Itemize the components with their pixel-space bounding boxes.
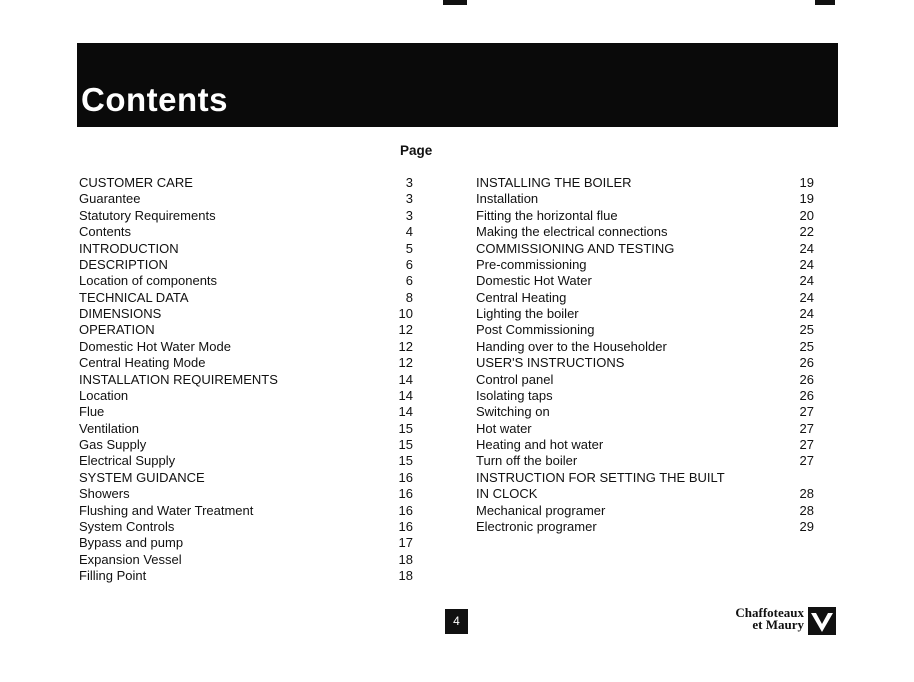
toc-entry-title: COMMISSIONING AND TESTING (476, 241, 678, 257)
toc-entry-title: INSTRUCTION FOR SETTING THE BUILT (476, 470, 729, 486)
toc-entry-title: Central Heating Mode (79, 355, 209, 371)
toc-entry-page: 3 (405, 175, 413, 190)
toc-entry (476, 355, 814, 371)
page-title: Contents (81, 81, 228, 118)
toc-entry-page: 19 (799, 175, 814, 190)
toc-entry (476, 273, 814, 289)
toc-entry (476, 208, 814, 224)
toc-entry (79, 437, 417, 453)
toc-entry (79, 175, 417, 191)
toc-entry-page: 26 (799, 355, 814, 371)
toc-entry-title: Domestic Hot Water (476, 273, 596, 289)
toc-entry (476, 241, 814, 257)
toc-entry-title: Hot water (476, 421, 536, 437)
toc-entry-title: Showers (79, 486, 134, 502)
toc-entry-page: 25 (799, 322, 814, 338)
toc-entry (476, 290, 814, 306)
toc-entry-page: 24 (799, 256, 814, 272)
toc-entry-title: Flue (79, 404, 108, 420)
toc-entry-page: 16 (398, 486, 413, 502)
toc-entry-page: 6 (405, 273, 413, 289)
toc-entry (79, 388, 417, 404)
toc-entry (79, 355, 417, 371)
toc-entry-title: INTRODUCTION (79, 241, 183, 257)
toc-entry-title: Statutory Requirements (79, 208, 220, 224)
toc-entry (476, 437, 814, 453)
toc-entry (476, 519, 814, 535)
toc-left-column (79, 175, 417, 584)
contents-banner (77, 43, 838, 127)
toc-entry-title: OPERATION (79, 322, 159, 338)
toc-entry (79, 273, 417, 289)
toc-entry (476, 339, 814, 355)
toc-entry-page: 24 (799, 273, 814, 289)
toc-entry (79, 290, 417, 306)
toc-entry-title: Filling Point (79, 568, 150, 584)
toc-entry-page: 12 (398, 355, 413, 371)
toc-entry (476, 421, 814, 437)
toc-entry (79, 372, 417, 388)
toc-entry-title: Location of components (79, 273, 221, 289)
toc-entry-page: 5 (405, 240, 413, 256)
toc-entry-title: TECHNICAL DATA (79, 290, 193, 306)
toc-right-column (476, 175, 814, 535)
toc-entry-page: 27 (799, 453, 814, 469)
toc-entry (79, 503, 417, 519)
toc-entry-title: Location (79, 388, 132, 404)
toc-entry-title: Electrical Supply (79, 453, 179, 469)
toc-entry-page: 15 (398, 437, 413, 452)
toc-entry (79, 470, 417, 486)
toc-entry-page: 24 (799, 240, 814, 256)
toc-entry-page: 4 (405, 224, 413, 240)
toc-entry-title: System Controls (79, 519, 178, 535)
top-corner-mark (815, 0, 835, 5)
toc-entry (79, 224, 417, 240)
toc-entry-title: Turn off the boiler (476, 453, 581, 469)
toc-entry-page: 16 (398, 502, 413, 518)
toc-entry (79, 257, 417, 273)
toc-entry-page: 27 (799, 404, 814, 420)
toc-entry-page: 24 (799, 306, 814, 321)
toc-entry (476, 453, 814, 469)
toc-entry (476, 404, 814, 420)
toc-entry (476, 257, 814, 273)
toc-entry (79, 453, 417, 469)
toc-entry (79, 339, 417, 355)
toc-entry (476, 503, 814, 519)
toc-entry-title: Expansion Vessel (79, 552, 186, 568)
toc-entry-title: Post Commissioning (476, 322, 599, 338)
toc-entry-title: Flushing and Water Treatment (79, 503, 257, 519)
chevron-v-logo-icon (808, 607, 836, 635)
brand-line-1: Chaffoteaux (735, 605, 804, 620)
toc-entry-title: Lighting the boiler (476, 306, 583, 322)
toc-entry (476, 388, 814, 404)
toc-entry-page: 3 (405, 207, 413, 223)
toc-entry (79, 208, 417, 224)
toc-entry-title: Mechanical programer (476, 503, 609, 519)
toc-entry-page: 17 (398, 535, 413, 551)
toc-entry-page: 26 (799, 371, 814, 387)
toc-entry (79, 486, 417, 502)
toc-entry (476, 486, 814, 502)
toc-entry-title: Handing over to the Householder (476, 339, 671, 355)
toc-entry (79, 191, 417, 207)
toc-entry-page: 26 (799, 387, 814, 403)
toc-entry-title: CUSTOMER CARE (79, 175, 197, 191)
toc-entry-title: Installation (476, 191, 542, 207)
toc-entry (476, 306, 814, 322)
toc-entry-page: 20 (799, 207, 814, 223)
toc-entry-title: SYSTEM GUIDANCE (79, 470, 209, 486)
toc-entry-title: Pre-commissioning (476, 257, 591, 273)
toc-entry-page: 10 (398, 306, 413, 321)
toc-entry (79, 552, 417, 568)
toc-entry (79, 421, 417, 437)
toc-entry (79, 306, 417, 322)
toc-entry-title: Central Heating (476, 290, 570, 306)
toc-entry (79, 519, 417, 535)
toc-entry-title: Gas Supply (79, 437, 150, 453)
toc-entry-title: INSTALLATION REQUIREMENTS (79, 372, 282, 388)
toc-entry-title: Heating and hot water (476, 437, 607, 453)
toc-entry (79, 404, 417, 420)
toc-entry-page: 18 (398, 568, 413, 583)
toc-entry (476, 191, 814, 207)
toc-entry-page: 15 (398, 453, 413, 469)
brand-line-2: et Maury (752, 617, 804, 632)
toc-entry (79, 241, 417, 257)
toc-entry-title: Bypass and pump (79, 535, 187, 551)
toc-entry-title: Making the electrical connections (476, 224, 672, 240)
toc-entry-title: Guarantee (79, 191, 144, 207)
toc-entry-page: 27 (799, 437, 814, 452)
toc-entry (476, 372, 814, 388)
toc-entry-page: 14 (398, 371, 413, 387)
toc-entry-page: 15 (398, 420, 413, 436)
toc-entry-title: Isolating taps (476, 388, 557, 404)
toc-entry-title: Fitting the horizontal flue (476, 208, 622, 224)
toc-entry-page: 27 (799, 420, 814, 436)
toc-entry (476, 470, 814, 486)
toc-entry-page: 3 (405, 191, 413, 207)
toc-entry-title: Control panel (476, 372, 557, 388)
toc-entry-page: 28 (799, 486, 814, 502)
toc-entry-title: DIMENSIONS (79, 306, 165, 322)
toc-entry-page: 24 (799, 289, 814, 305)
page-column-heading: Page (400, 143, 433, 158)
toc-entry-title: Ventilation (79, 421, 143, 437)
toc-entry (79, 568, 417, 584)
toc-entry-page: 6 (405, 256, 413, 272)
toc-entry-title: Electronic programer (476, 519, 601, 535)
toc-entry-title: IN CLOCK (476, 486, 541, 502)
brand-name (735, 607, 804, 631)
toc-entry-page: 28 (799, 502, 814, 518)
toc-entry-title: Contents (79, 224, 135, 240)
toc-entry (79, 535, 417, 551)
page-number: 4 (445, 609, 468, 634)
top-crop-mark (443, 0, 467, 5)
toc-entry-page: 12 (398, 338, 413, 354)
toc-entry-title: INSTALLING THE BOILER (476, 175, 636, 191)
toc-entry (79, 322, 417, 338)
toc-entry-page: 16 (398, 518, 413, 534)
toc-entry-page: 14 (398, 387, 413, 403)
toc-entry (476, 224, 814, 240)
toc-entry-page: 22 (799, 224, 814, 240)
toc-entry-page: 8 (405, 289, 413, 305)
toc-entry-title: USER'S INSTRUCTIONS (476, 355, 628, 371)
toc-entry-title: DESCRIPTION (79, 257, 172, 273)
toc-entry (476, 175, 814, 191)
toc-entry-page: 29 (799, 518, 814, 534)
toc-entry-page: 25 (799, 338, 814, 354)
toc-entry-title: Domestic Hot Water Mode (79, 339, 235, 355)
toc-entry-page: 16 (398, 469, 413, 485)
toc-entry-page: 19 (799, 191, 814, 207)
toc-entry-title: Switching on (476, 404, 554, 420)
brand-logo-block (735, 605, 836, 636)
toc-entry-page: 12 (398, 322, 413, 338)
toc-entry (476, 322, 814, 338)
toc-entry-page: 14 (398, 404, 413, 420)
toc-entry-page: 18 (398, 551, 413, 567)
